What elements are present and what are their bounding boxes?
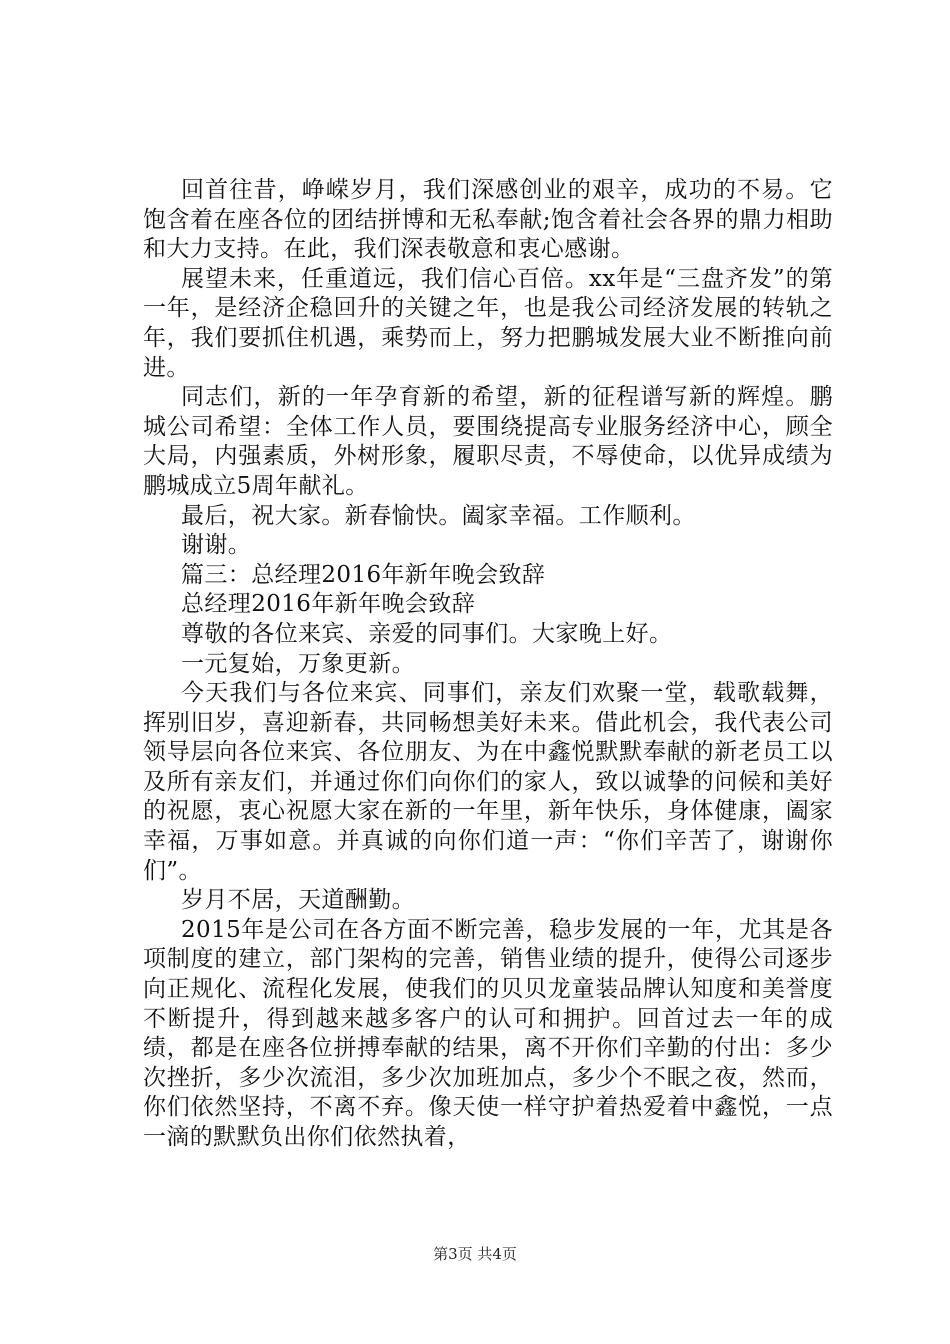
paragraph-outlook: 展望未来，任重道远，我们信心百倍。xx年是“三盘齐发”的第一年，是经济企稳回升的关键之年，也是我公司经济发展的转轨之年，我们要抓住机遇，乘势而上，努力把鹏城发展大业不断推向前进。 [143, 265, 833, 381]
paragraph-thanks: 谢谢。 [181, 532, 252, 559]
paragraph-review-past: 回首往昔，峥嵘岁月，我们深感创业的艰辛，成功的不易。它饱含着在座各位的团结拼博和无私奉献;饱含着社会各界的鼎力相助和大力支持。在此，我们深表敬意和衷心感谢。 [143, 177, 833, 263]
paragraph-2015-review: 2015年是公司在各方面不断完善，稳步发展的一年，尤其是各项制度的建立，部门架构的完善，销售业绩的提升，使得公司逐步向正规化、流程化发展，使我们的贝贝龙童装品牌认知度和美誉度不断提升，得到越来越多客户的认可和拥护。回首过去一年的成绩，都是在座各位拼搏奉献的结果，离不开你们辛勤的付出：多少次挫折，多少次流泪，多少次加班加点，多少个不眠之夜，然而，你们依然坚持，不离不弃。像天使一样守护着热爱着中鑫悦，一点一滴的默默负出你们依然执着， [143, 916, 833, 1150]
paragraph-gathering: 今天我们与各位来宾、同事们，亲友们欢聚一堂，载歌载舞，挥别旧岁，喜迎新春，共同畅想美好未来。借此机会，我代表公司领导层向各位来宾、各位朋友、为在中鑫悦默默奉献的新老员工以及所有亲友们，并通过你们向你们的家人，致以诚挚的问候和美好的祝愿，衷心祝愿大家在新的一年里，新年快乐，身体健康，阖家幸福，万事如意。并真诚的向你们道一声：“你们辛苦了，谢谢你们”。 [143, 680, 833, 884]
speech-title: 总经理2016年新年晚会致辞 [181, 591, 476, 618]
paragraph-wishes: 最后，祝大家。新春愉快。阖家幸福。工作顺利。 [181, 502, 696, 529]
document-body [143, 176, 833, 1153]
page-footer: 第3页 共4页 [433, 1245, 517, 1263]
paragraph-time-passes: 岁月不居，天道酬勤。 [181, 887, 415, 914]
paragraph-comrades: 同志们，新的一年孕育新的希望，新的征程谱写新的辉煌。鹏城公司希望：全体工作人员，要围绕提高专业服务经济中心，顾全大局，内强素质，外树形象，履职尽责，不辱使命，以优异成绩为鹏城成立5周年献礼。 [143, 384, 833, 499]
paragraph-greeting: 尊敬的各位来宾、亲爱的同事们。大家晚上好。 [181, 620, 673, 647]
paragraph-new-year: 一元复始，万象更新。 [181, 650, 415, 677]
section-heading: 篇三：总经理2016年新年晚会致辞 [181, 561, 546, 588]
